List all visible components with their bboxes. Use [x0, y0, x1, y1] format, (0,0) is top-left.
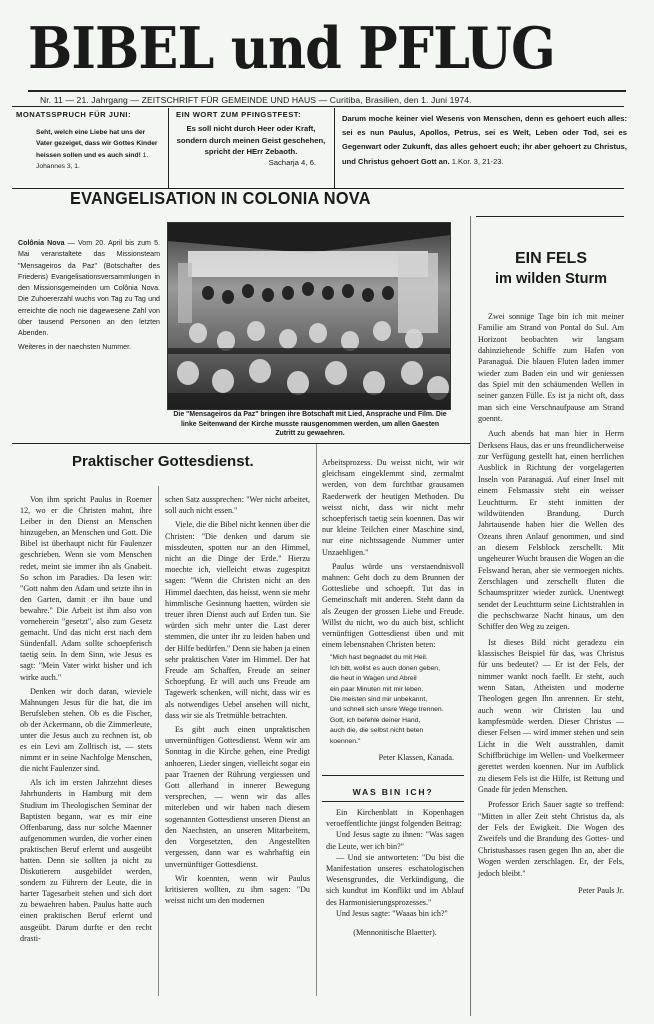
pfingstfest-box — [176, 110, 326, 167]
fels-paragraph: Zwei sonnige Tage bin ich mit meiner Familie am Strand von Pontal do Sul. Am Horizont beobachten wir langsam dahinziehende Schiffe zum Hafen von Paranaguá. Die blauen Fluten laden immer wieder zum Baden ein und wir geniessen das Spiel mit den schäumenden Wellen in seiner ganzen Fülle. Es ist ja nicht oft, dass man sich eine Verschnaufpause am Strand goennt. — [478, 312, 624, 424]
werbinich-headline: WAS BIN ICH? — [352, 787, 434, 797]
monatsspruch-box — [16, 110, 161, 173]
gottesdienst-col2 — [165, 494, 310, 906]
poem-line: Die meisten sind mir unbekannt, — [330, 696, 428, 704]
fels-paragraph: Professor Erich Sauer sagte so treffend: "Mitten in aller Zeit steht Christus da, als der Fels der Ewigkeit. Die Wogen des Zweifels und die Brandung des Gottes- und Christushasses rasen gegen Ihn an, aber die Wogen werden zerschlagen. Er, der Fels, jedoch bleibt." — [478, 800, 624, 878]
evangelisation-intro-text: — Vom 20. April bis zum 5. Mai veranstaltete das Missionsteam "Mensageiros da Paz" (Botschafter des Friedens) Evangelisationsversammlungen in den Missionsgemeinden um Colônia Nova. Die Zuhoererzahl wuchs von Tag zu Tag und erreichte die noch nie dagewesene Zahl von über tausend Personen an den letzten Abenden. — [18, 239, 161, 338]
poem-line: Gott, ich befehle deiner Hand, — [330, 716, 421, 724]
evangelisation-more: Weiteres in der naechsten Nummer. — [18, 342, 132, 351]
gottesdienst-paragraph: Arbeitsprozess. Du weisst nicht, wir wir gleichsam eingeklemmt sind, zermalmt werden, von dem furchtbar grausamen Raederwerk der heutigen Methoden. Du weisst nicht, dass wir nicht mehr schoepferisch taetig sein koennen. Das wir nur kleine Teilchen einer Maschine sind, nur eine nichtssagende Nummer unter Unzaehligen." — [322, 458, 464, 557]
werbinich-source: (Mennonitische Blaetter). — [353, 928, 437, 938]
werbinich-paragraph: Und Jesus sagte zu ihnen: "Was sagen die Leute, wer ich bin?" — [326, 830, 464, 851]
fels-column-divider — [470, 216, 471, 1016]
gottesdienst-paragraph: Von ihm spricht Paulus in Roemer 12, wo er die Christen mahnt, ihre Leiber in den Dienst an Menschen hinzugeben, an Menschen und Gott. Die Bibel ist überhaupt nicht für Faulenzer geschrieben. Wenn sie vom Menschen redet, meint sie immer ihn als Gnabeit. So schon im Paradies. Da lesen wir: "Gott nahm den Adam und setzte ihn in den Garten, damit er ihn baue und bewahre." Die Arbeit ist ihm also von vorneherein "gesetzt", also zum Gesetz gemacht. Und das nicht erst nach dem Sündenfall. Adam sollte schoepferisch taetig sein. In dem Sinn, wie Jesus es sagt: "Mein Vater wirkt bisher und ich wirke auch." — [20, 495, 152, 682]
photo-caption: Die "Mensageiros da Paz" bringen ihre Botschaft mit Lied, Ansprache und Film. Die linke Seitenwand der Kirche musste rausgenommen werden, um allen Gaesten Zutritt zu gewaehren. — [173, 411, 447, 438]
poem-line: ein paar Minuten mit mir leben. — [330, 685, 424, 693]
col-divider-2 — [316, 444, 317, 996]
fels-paragraph: Ist dieses Bild nicht geradezu ein klassisches Beispiel für das, was Christus für uns bedeutet? — Er ist der Fels, der nimmer wankt noch faellt. Er steht, auch wenn Satan, Atheisten und moderne Theologen gegen Ihn anrennen. Er steht, auch wenn wir Christen lau und kampfesmüde werden. Dieser Christus — dieser Felsen — wird immer stehen und sein Licht in die Welt ausstrahlen, damit Schiffbrüchige im Wellen- und Voelkermeer gerettet werden koennen. Nur im Aufblick zu diesem Fels ist die Hilfe, ist Rettung und Gnade für jeden Menschen. — [478, 637, 624, 795]
fels-article — [478, 311, 624, 896]
masthead-subtitle: Nr. 11 — 21. Jahrgang — ZEITSCHRIFT FÜR GEMEINDE UND HAUS — Curitiba, Brasilien, den 1. Juni 1974. — [40, 95, 472, 105]
poem-line: koennen." — [330, 737, 361, 745]
evangelisation-place: Colônia Nova — [18, 239, 65, 247]
fels-headline — [476, 248, 626, 290]
korinther-text: Darum moche keiner viel Wesens von Menschen, denn es gehoert euch alles: sei es nun Paulus, Apollos, Petrus, sei es Welt, Leben oder Tod, sei es Gegenwart oder Zukunft, das alles gehoert euch; ihr aber gehoert zu Christus, und Christus gehoert Gott an. — [342, 114, 627, 166]
werbinich-paragraph: Ein Kirchenblatt in Kopenhagen veroeffentlichte jüngst folgenden Beitrag: — [326, 808, 464, 829]
gottesdienst-rule-top — [12, 443, 470, 444]
werbinich-article — [326, 807, 464, 938]
gottesdienst-paragraph: Viele, die die Bibel nicht kennen über die Christen: "Die denken und darum sie missdeuten, spotten nur an den Himmel, nicht an die Dinge der Erde." Hierzu moechte ich, vielleicht etwas zugespitzt sagen: "Wenn die Christen nicht an den Himmel daechten, das heisst, wenn sie mehr himmlische Gesinnung haetten, würden sie treuer ihren Dienst auch auf Erden tun. Sie würden sich mehr unter die Last derer stemmen, die unter ihr zu leiden haben und der Hilfe bedürfen." Denn sie haben ja einen sehr praktischen Vater im Himmel. Der hat Freude am Schaffen, Freude an seiner Schoepfung. Er will auch uns Freude am Tagewerk schenken, will nicht, dass wir es als notwendiges Uebel ansehen will nicht, dass wir sie als Tretmühle betrachten. — [165, 520, 310, 720]
pfingstfest-ref: Sacharja 4, 6. — [268, 157, 316, 167]
poem-line: "Mich hast begnadet du mit Heil. — [330, 654, 428, 662]
fels-headline-line2: im wilden Sturm — [495, 271, 607, 287]
monatsspruch-text: Seht, welch eine Liebe hat uns der Vater gezeiget, dass wir Gottes Kinder heissen sollen und es auch sind! — [36, 129, 158, 159]
masthead-rule-top — [28, 90, 626, 92]
evangelisation-photo — [167, 222, 451, 410]
monatsspruch-ref: 1. Johannes 3, 1. — [36, 151, 149, 171]
monatsspruch-heading: MONATSSPRUCH FÜR JUNI: — [16, 110, 132, 119]
col-divider-1 — [158, 486, 159, 996]
fels-rule-top — [476, 216, 624, 217]
gottesdienst-author: Peter Klassen, Kanada. — [378, 753, 454, 763]
gottesdienst-col3 — [322, 457, 464, 763]
fels-author: Peter Pauls Jr. — [578, 885, 624, 895]
fels-headline-line1: EIN FELS — [514, 250, 587, 267]
werbinich-paragraph: — Und sie antworteten: "Du bist die Manifestation unseres eschatologischen Wesensgrundes, die Verkündigung, die sich kundtut im Konflikt und im Ablauf des Harmonisierungsprozesses." — [326, 852, 464, 907]
pfingstfest-heading: EIN WORT ZUM PFINGSTFEST: — [176, 110, 302, 119]
evangelisation-headline: EVANGELISATION IN COLONIA NOVA — [70, 188, 371, 208]
poem-line: auch die, die selbst nicht beten — [330, 727, 424, 735]
gottesdienst-headline: Praktischer Gottesdienst. — [72, 453, 254, 470]
box-divider-2 — [334, 108, 335, 188]
church-crowd-photo — [168, 223, 450, 409]
gottesdienst-paragraph: schen Satz aussprechen: "Wer nicht arbeitet, soll auch nicht essen." — [165, 495, 310, 516]
gottesdienst-paragraph: Als ich im ersten Jahrzehnt dieses Jahrhunderts in Hamburg mit dem Studium im Theologischen Seminar der Baptisten begann, war es mir eine Offenbarung, dass nur solche Maenner aufgenommen wurden, die vorher einen praktischen Beruf erlernt und ausgeübt hatten. Denn sie sollten ja nicht zu Diskutierern ausgebildet werden, sondern zu Führern der Leute, die in harter Tagesarbeit stehen und sich dort zu bewaehren haben. Paulus hatte auch einen praktischen Beruf erlernt und ausgeübt. Darum durfte er den recht drasti- — [20, 778, 152, 943]
gottesdienst-col1 — [20, 494, 152, 944]
werbinich-rule-bottom — [322, 801, 464, 802]
box-divider-1 — [168, 108, 169, 188]
pfingstfest-text: Es soll nicht durch Heer oder Kraft, sondern durch meinen Geist geschehen, spricht der HErr Zebaoth. — [176, 124, 326, 157]
poem-line: die heut in Wagen und Abreil — [330, 675, 417, 683]
evangelisation-intro — [18, 238, 160, 353]
poem-line: Ich bitt, wollst es auch donen geben, — [330, 664, 440, 672]
werbinich-rule-top — [322, 775, 464, 776]
korinther-box — [342, 112, 627, 169]
masthead-title: BIBEL und PFLUG — [28, 15, 555, 82]
gottesdienst-paragraph: Denken wir doch daran, wieviele Mahnungen Jesus für die hat, die im Berufsleben stehen. Ob es die Fischer, ob der Ackermann, ob die Zimmerleute, unter die Jesus auch zu rechnen ist, ob es ein Levi am Zolltisch ist, — stets nimmt er in seine Nachfolge Menschen, die nicht Faulenzer sind. — [20, 686, 152, 774]
korinther-ref: 1.Kor. 3, 21-23. — [451, 156, 504, 166]
gottesdienst-paragraph: Es gibt auch einen unpraktischen unvernünftigen Gottesdienst. Wenn wir am Sonntag in die Kirche gehen, eine Predigt anhoeren, Lieder singen, vielleicht sogar ein paar Traenen der Rührung vergiessen und Gott allerhand in innerer Bewegung versprechen, — wenn wir das alles miterleben und wir haben nach diesem sogenannten Gottesdienst unseren Dienst an den Naechsten, an unseren Mitarbeitern, den Vorgesetzten, den Angestellten vergessen, dann war es wahrhaftig ein unvernünftiger Gottesdienst. — [165, 725, 310, 869]
masthead-rule-bottom — [12, 106, 624, 107]
gottesdienst-paragraph: Wir koennten, wenn wir Paulus kritisieren wollten, zu ihm sagen: "Du weisst nicht um den modernen — [165, 873, 310, 906]
poem-line: und schnell sich unsre Wege trennen. — [330, 706, 444, 714]
gottesdienst-poem — [322, 653, 464, 747]
gottesdienst-paragraph: Paulus würde uns verstaendnisvoll mahnen: Geht doch zu dem Brunnen der Gottesliebe und schoepft. Tut das in Gemeinschaft mit anderen. Steht dann da als Zeugen der grossen Liebe und Freude. Willst du nicht, wo du auch bist, schlicht vernünftigen Gottesdienst üben und mit einem lebensnahen Christen beten: — [322, 561, 464, 650]
fels-paragraph: Auch abends hat man hier in Herrn Derksens Haus, das er uns freundlicherweise zur Verfügung gestellt hat, einen herrlichen Ausblick in Richtung der vorgelagerten Inseln von Paranaguá. Auf einer Insel mit einem Felsmassiv steht ein weisser Leuchtturm. Er steht inmitten der wildwütenden Brandung. Durch Jahrtausende haben hier die Wellen des Ozeans ihren Anlauf genommen, und sind an diesem Felsblock zerschellt. Mit ungeheurer Wucht brausen die Wogen an die Felswand heran, aber sie vermoegen nichts. Zerschlagen und zerschellt fluten die Schaumspritzer wieder zurück. Unentwegt sendet der Leuchtturm seine Lichtstrahlen in die pechschwarze Nacht hinaus, um den Schiffer den Weg zu zeigen. — [478, 429, 624, 632]
werbinich-paragraph: Und Jesus sagte: "Waaas bin ich?" — [336, 908, 448, 918]
